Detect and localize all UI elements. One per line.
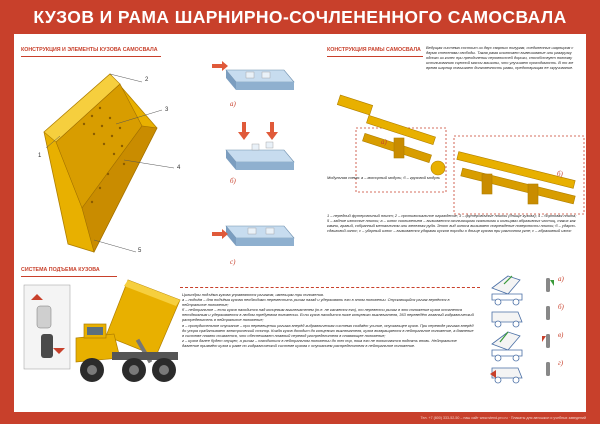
lever-positions-diagram xyxy=(488,274,584,386)
body-elements-text: 1 – передний футеровочный плинт; 2 – противоскальное ограждение; 3 – футеровочные плиты (днище кузова); 4 – бортовая плита; 5 – задние износные плиты; а – износ скольжением – вызывается скользящими скальными и кольцами абразивных частиц, таких как камни, гравий, собранный металлолом или железная руда. Этот вид износа вызывает повреждение поверхности плиты; б – ударно-сдвиговой износ; с – ударный износ – вызывается ударами кусков породы о днище кузова при различном угле; с – абразивный износ xyxy=(327,213,577,234)
lift-lever-illustration xyxy=(23,284,71,370)
lever-row-d xyxy=(490,362,550,383)
plate-label-c: с) xyxy=(230,258,236,266)
plate-label-b: б) xyxy=(230,177,236,185)
lift-text-p3: б – нейтральное – если кузов находится над концевым выключателем (т.е. не касается его), то перевести рычаг в это положение кузов останется неподвижным и удерживается в любом требуемом положении. Если кузов находится ниже концевого выключателя, 363 переведёт главный гидравлический распределитель в нейтральное положение; xyxy=(182,307,474,323)
body-callout-1: 1 xyxy=(38,153,42,159)
header xyxy=(0,0,600,34)
lift-text-p4: в – принудительное опускание – при перемещении рычага вперёд гидравлическая система создаёт усилие, опускающее кузов. При переводе рычага вперёд до упора срабатывает электрический стопор. Когда кузов доходит до концевого выключателя, кузов возвращается в нейтральное положение, а давление в системе плавно снижается, что обеспечивает плавный перевод распределителя в плавающее положение; xyxy=(182,322,474,338)
body-callout-4: 4 xyxy=(177,165,181,171)
body-callout-2: 2 xyxy=(145,77,149,83)
lift-text-p5: г – кузов далее будет опущен, а рычаг – находиться в нейтральном положении до тех пор, пока его не попытаются поднять вновь. Нейтральное давление прижмёт кузов к раме по гидравлической системе кузова с опусканием распределителя в нейтральное положение. xyxy=(182,337,457,348)
lever-row-a xyxy=(492,276,554,305)
frame-label-b: б) xyxy=(557,170,563,178)
lift-text-p2: а – подъём – для подъёма кузова необходимо переместить рычаг назад и удерживать его в этом положении. Опускающийся рычаг вернётся в нейтральное положение; xyxy=(182,297,450,308)
body-callout-5: 5 xyxy=(138,248,142,254)
lift-text-p1: Цилиндры подъёма кузова управляются рычагом, имеющим три положения. xyxy=(182,292,325,297)
body-callout-3: 3 xyxy=(165,107,169,113)
module-caption: Модульная схема: а – моторный модуль; б – грузовой модуль xyxy=(327,175,441,180)
section-title-lift: СИСТЕМА ПОДЪЕМА КУЗОВА xyxy=(21,267,100,273)
footer-contacts: Тел. +7 (800) 333-52-50 – наш сайт www.stend-pro.ru · Плакаты для автошкол и учебных заведений xyxy=(420,416,586,420)
section-title-body: КОНСТРУКЦИЯ И ЭЛЕМЕНТЫ КУЗОВА САМОСВАЛА xyxy=(21,47,158,53)
section-title-frame: КОНСТРУКЦИЯ РАМЫ САМОСВАЛА xyxy=(327,47,421,53)
lever-label-b: б) xyxy=(558,303,564,311)
plate-label-a: а) xyxy=(230,100,236,108)
section-rule-body xyxy=(21,56,161,57)
frame-illustration xyxy=(332,92,594,232)
wear-plate-b xyxy=(212,120,296,176)
lever-label-d: г) xyxy=(558,359,564,367)
frame-label-a: а) xyxy=(381,138,387,146)
lever-label-a: а) xyxy=(558,275,564,283)
lever-label-c: в) xyxy=(558,331,564,339)
lift-text-rule xyxy=(180,287,480,288)
section-rule-frame xyxy=(327,56,423,57)
frame-description: Ведущая система состоит из двух сварных полурам, соединенных шарниром с двумя степенями свободы. Такая рама исключает вывешивание или разгрузку одного из колес при преодолении неровностей дороги, способствует полному использованию сцепной массы машины, что улучшает проходимость. В то же время шарнир повышает долговечность рамы, предотвращая ее скручивание. xyxy=(426,45,574,71)
dump-body-illustration xyxy=(24,64,164,274)
wear-plate-a xyxy=(212,58,296,98)
dump-truck-illustration xyxy=(72,276,188,386)
lift-text xyxy=(182,292,474,348)
lever-row-b xyxy=(492,306,550,327)
lever-row-c xyxy=(492,332,550,361)
wear-plate-c xyxy=(212,212,296,256)
content-panel xyxy=(14,34,586,412)
poster-title: КУЗОВ И РАМА ШАРНИРНО-СОЧЛЕНЕННОГО САМОСВАЛА xyxy=(33,7,567,27)
